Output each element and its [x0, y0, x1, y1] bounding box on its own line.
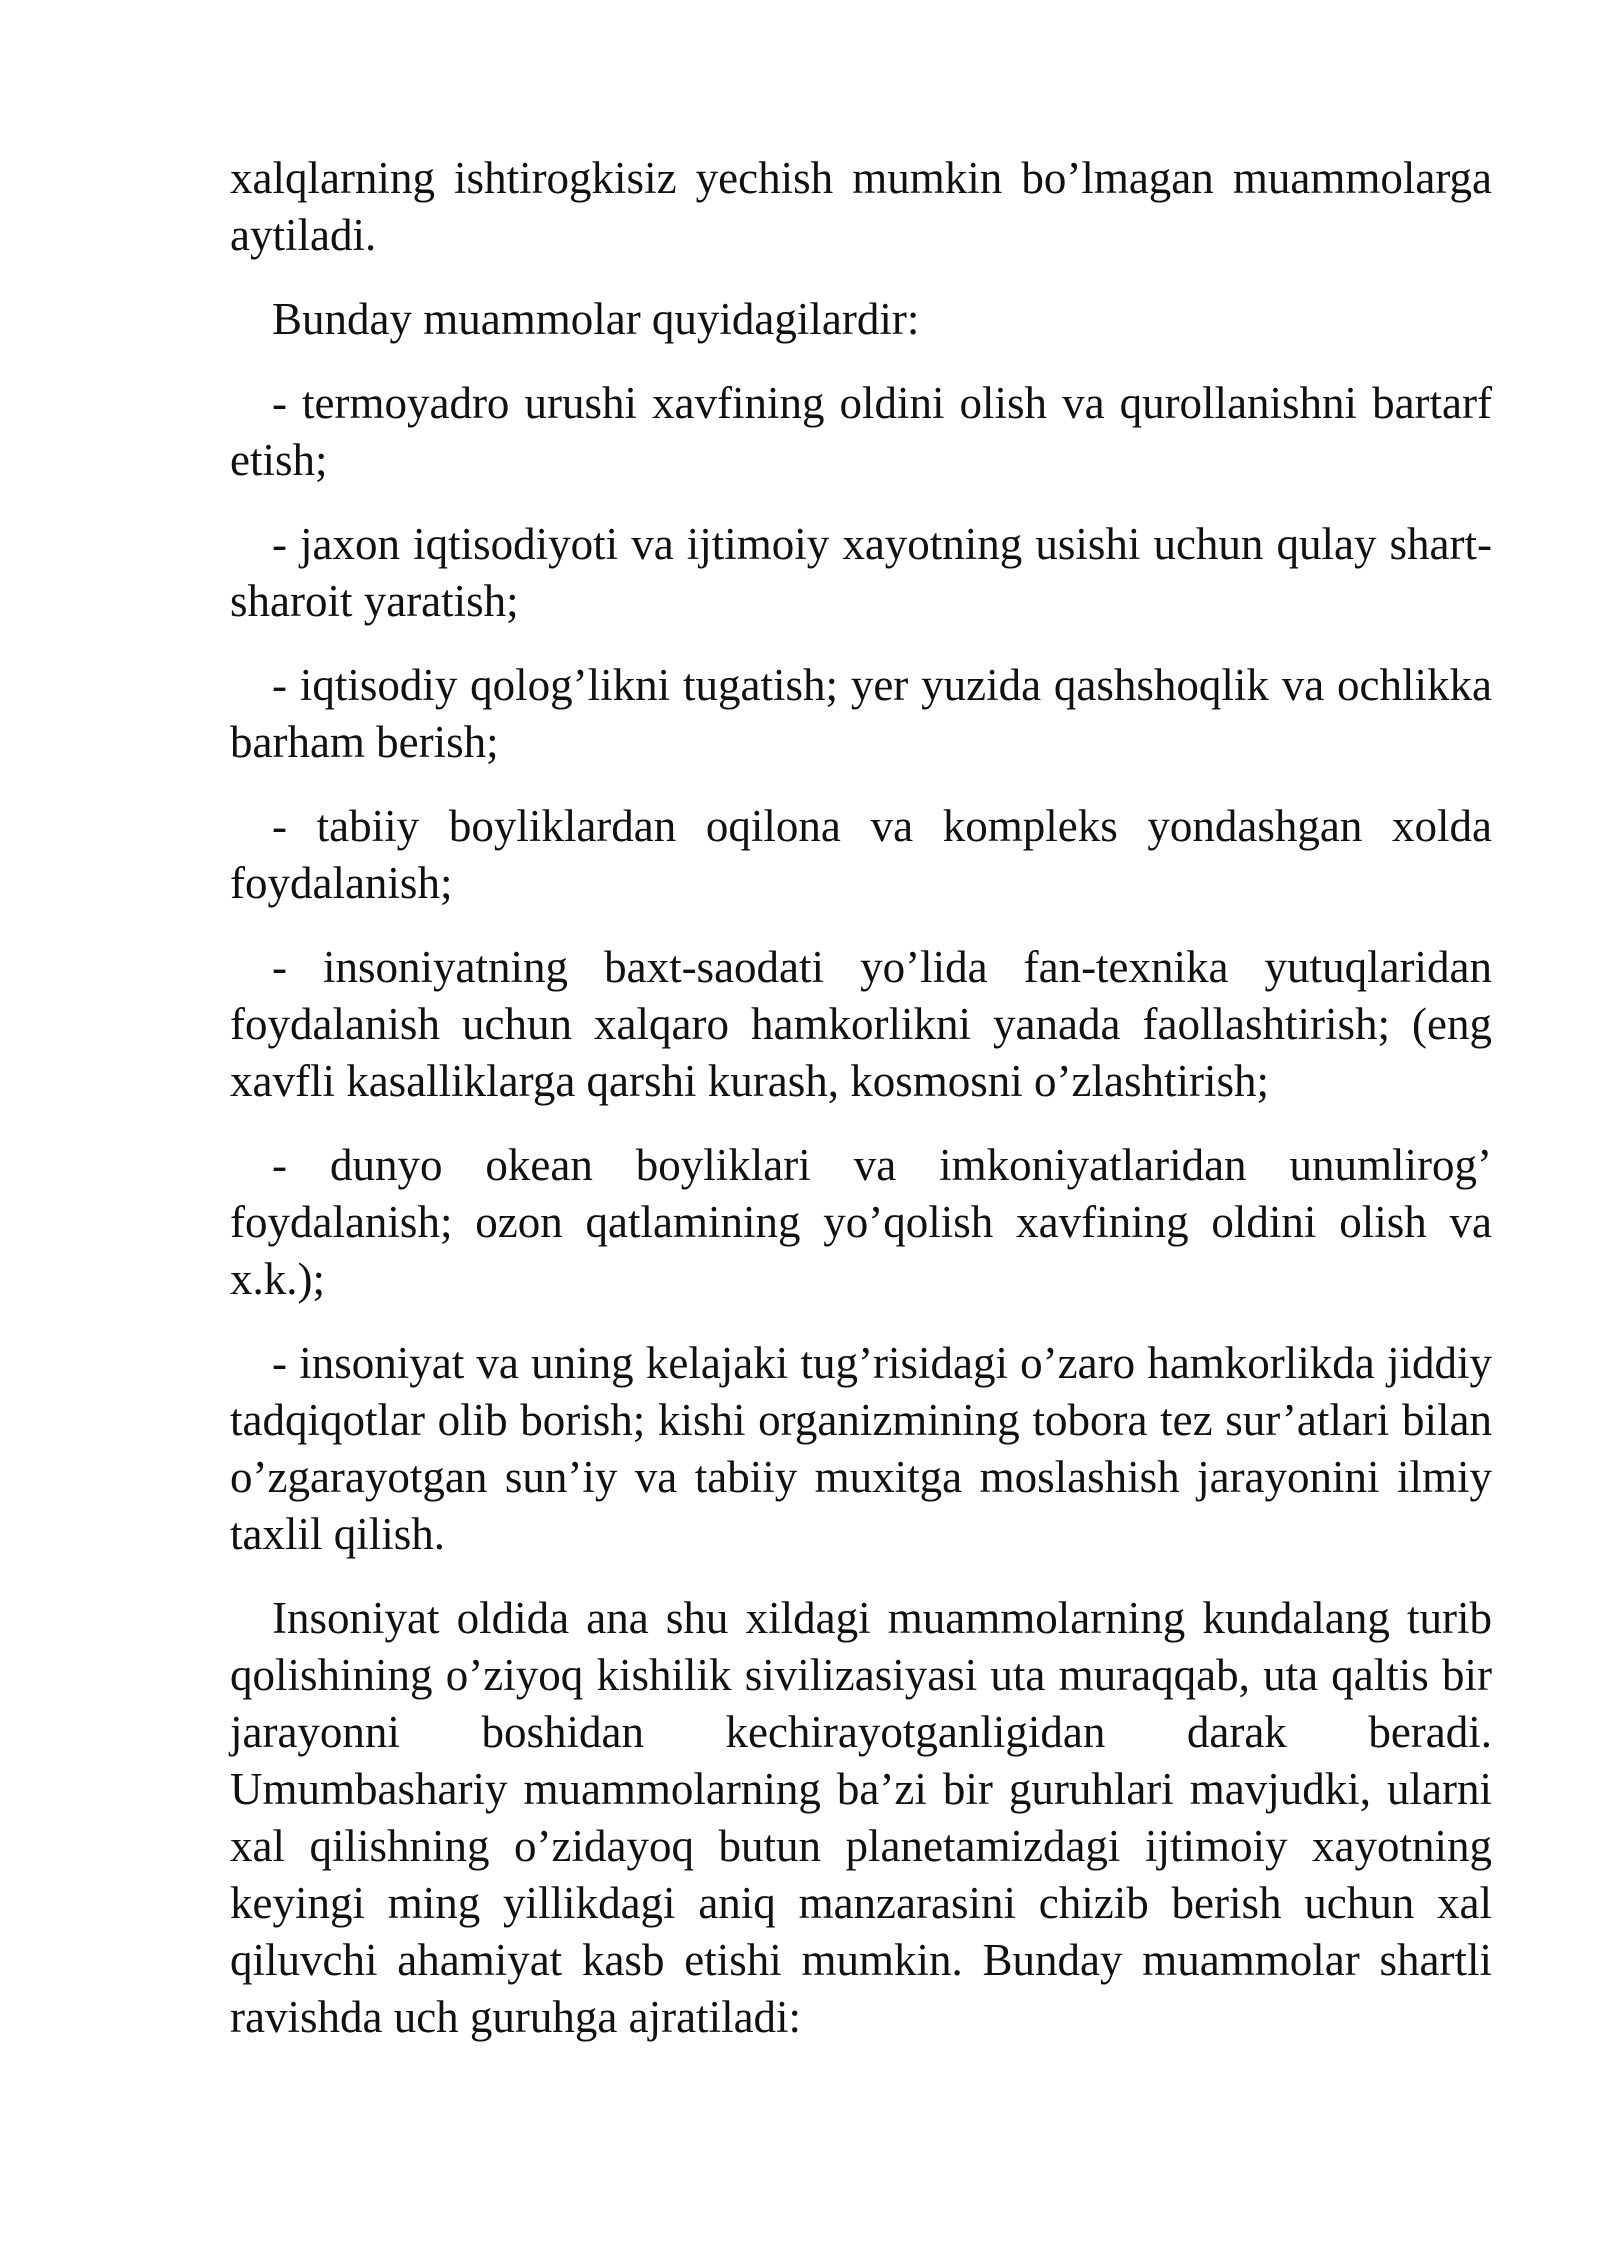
list-item: - jaxon iqtisodiyoti va ijtimoiy xayotning usishi uchun qulay shart-sharoit yaratish; — [230, 519, 1492, 626]
list-item: - tabiiy boyliklardan oqilona va kompleks yondashgan xolda foydalanish; — [230, 801, 1492, 908]
paragraph-body: Insoniyat oldida ana shu xildagi muammolarning kundalang turib qolishining o’ziyoq kishilik sivilizasiyasi uta muraqqab, uta qaltis bir jarayonni boshidan kechirayotganligidan darak beradi. Umumbashariy muammolarning ba’zi bir guruhlari mavjudki, ularni xal qilishning o’zidayoq butun planetamizdagi ijtimoiy xayotning keyingi ming yillikdagi aniq manzarasini chizib berish uchun xal qiluvchi ahamiyat kasb etishi mumkin. Bunday muammolar shartli ravishda uch guruhga ajratiladi: — [230, 1593, 1492, 2042]
list-item: - iqtisodiy qolog’likni tugatish; yer yuzida qashshoqlik va ochlikka barham berish; — [230, 660, 1492, 767]
list-item: - insoniyatning baxt-saodati yo’lida fan-texnika yutuqlaridan foydalanish uchun xalqaro hamkorlikni yanada faollashtirish; (eng xavfli kasalliklarga qarshi kurash, kosmosni o’zlashtirish; — [230, 942, 1492, 1106]
document-page — [230, 150, 1492, 2073]
list-item: - termoyadro urushi xavfining oldini olish va qurollanishni bartarf etish; — [230, 378, 1492, 485]
paragraph-continuation: xalqlarning ishtirogkisiz yechish mumkin bo’lmagan muammolarga aytiladi. — [230, 153, 1492, 260]
paragraph-intro: Bunday muammolar quyidagilardir: — [272, 294, 920, 344]
list-item: - insoniyat va uning kelajaki tug’risidagi o’zaro hamkorlikda jiddiy tadqiqotlar olib borish; kishi organizmining tobora tez sur’atlari bilan o’zgarayotgan sun’iy va tabiiy muxitga moslashish jarayonini ilmiy taxlil qilish. — [230, 1338, 1492, 1559]
list-item: - dunyo okean boyliklari va imkoniyatlaridan unumlirog’ foydalanish; ozon qatlamining yo’qolish xavfining oldini olish va x.k.); — [230, 1140, 1492, 1304]
